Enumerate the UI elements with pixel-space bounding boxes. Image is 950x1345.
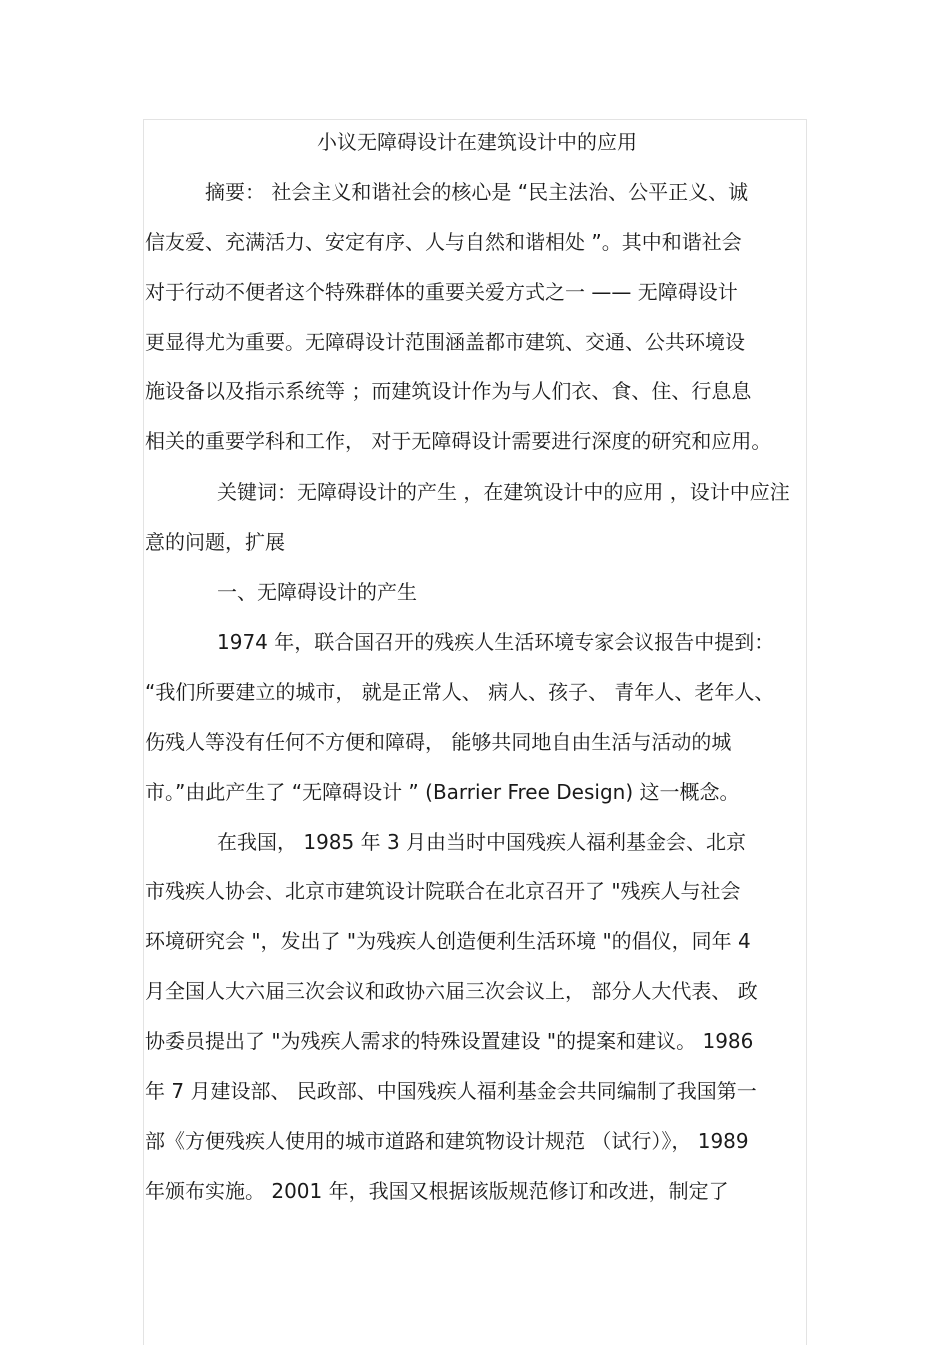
paragraph-line: 施设备以及指示系统等 ；而建筑设计作为与人们衣、食、住、行息息 xyxy=(145,379,752,403)
paragraph-line: 市。”由此产生了 “无障碍设计 ” (Barrier Free Design) 这一概念。 xyxy=(145,780,740,804)
paragraph-line: 1974 年，联合国召开的残疾人生活环境专家会议报告中提到： xyxy=(217,630,775,654)
paragraph-line: 更显得尤为重要。无障碍设计范围涵盖都市建筑、交通、公共环境设 xyxy=(145,330,745,354)
paragraph-line: 市残疾人协会、北京市建筑设计院联合在北京召开了 "残疾人与社会 xyxy=(145,879,741,903)
paragraph-line: 部《方便残疾人使用的城市道路和建筑物设计规范 （试行）》， 1989 xyxy=(145,1129,749,1153)
paragraph-line: 年颁布实施。 2001 年，我国又根据该版规范修订和改进，制定了 xyxy=(145,1179,729,1203)
paragraph-line: “我们所要建立的城市， 就是正常人、 病人、孩子、 青年人、老年人、 xyxy=(145,680,775,704)
paragraph-line: 环境研究会 "，发出了 "为残疾人创造便利生活环境 "的倡仪，同年 4 xyxy=(145,929,751,953)
paragraph-line: 协委员提出了 "为残疾人需求的特殊设置建设 "的提案和建议。 1986 xyxy=(145,1029,754,1053)
paragraph-line: 伤残人等没有任何不方便和障碍， 能够共同地自由生活与活动的城 xyxy=(145,730,732,754)
paragraph-line: 意的问题，扩展 xyxy=(145,530,285,554)
paragraph-line: 对于行动不便者这个特殊群体的重要关爱方式之一 —— 无障碍设计 xyxy=(145,280,738,304)
paragraph-line: 在我国， 1985 年 3 月由当时中国残疾人福利基金会、北京 xyxy=(217,830,747,854)
paragraph-line: 月全国人大六届三次会议和政协六届三次会议上， 部分人大代表、 政 xyxy=(145,979,758,1003)
paragraph-line: 相关的重要学科和工作， 对于无障碍设计需要进行深度的研究和应用。 xyxy=(145,429,772,453)
paragraph-line: 关键词：无障碍设计的产生 ，在建筑设计中的应用 ，设计中应注 xyxy=(217,480,790,504)
paragraph-line: 摘要： 社会主义和谐社会的核心是 “民主法治、公平正义、诚 xyxy=(205,180,749,204)
document-title: 小议无障碍设计在建筑设计中的应用 xyxy=(317,130,637,154)
section-heading: 一、无障碍设计的产生 xyxy=(217,580,417,604)
paragraph-line: 信友爱、充满活力、安定有序、人与自然和谐相处 ”。其中和谐社会 xyxy=(145,230,742,254)
paragraph-line: 年 7 月建设部、 民政部、中国残疾人福利基金会共同编制了我国第一 xyxy=(145,1079,757,1103)
